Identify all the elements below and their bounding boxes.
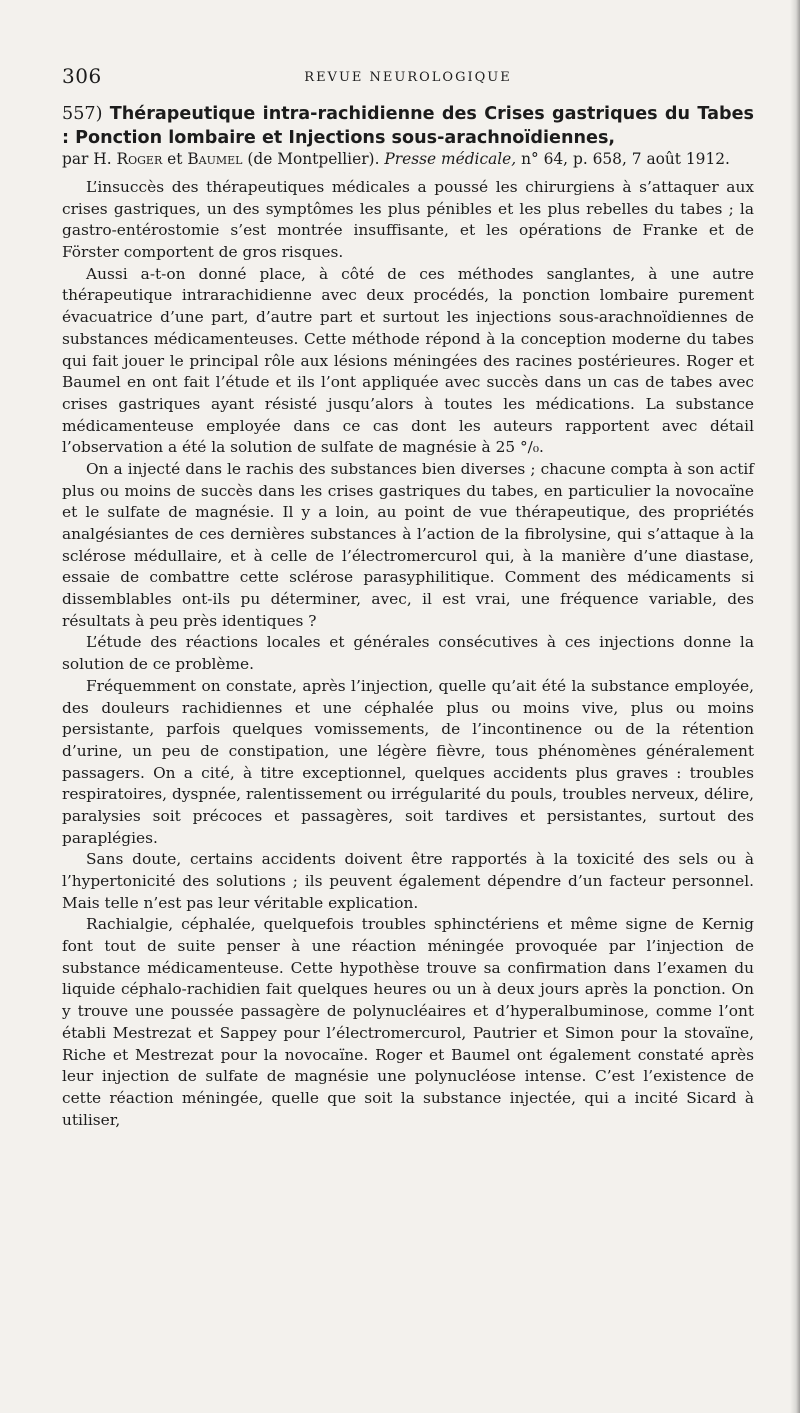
article-body	[62, 177, 754, 1131]
page-edge-shadow	[790, 0, 800, 1413]
paragraph: L’insuccès des thérapeutiques médicales a poussé les chirurgiens à s’attaquer aux crises gastriques, un des symptômes les plus pénibles et les plus rebelles du tabes ; la gastro-entérostomie s’est montrée insuffisante, et les opérations de Franke et de Förster comportent de gros risques.	[62, 178, 754, 262]
running-head	[62, 64, 754, 88]
page-number: 306	[62, 64, 102, 88]
author1-name: Roger	[116, 150, 163, 168]
paragraph: Rachialgie, céphalée, quelquefois troubles sphinctériens et même signe de Kernig font tout de suite penser à une réaction méningée provoquée par l’injection de substance médicamenteuse. Cette hypothèse trouve sa confirmation dans l’examen du liquide céphalo-rachidien fait quelques heures ou un à deux jours après la ponction. On y trouve une poussée passagère de polynucléaires et d’hyperalbuminose, comme l’ont établi Mestrezat et Sappey pour l’électromercurol, Pautrier et Simon pour la stovaïne, Riche et Mestrezat pour la novocaïne. Roger et Baumel ont également constaté après leur injection de sulfate de magnésie une polynucléose intense. C’est l’existence de cette réaction méningée, quelle que soit la substance injectée, qui a incité Sicard à utiliser,	[62, 915, 754, 1129]
journal-title: REVUE NEUROLOGIQUE	[304, 70, 512, 85]
paragraph: Sans doute, certains accidents doivent être rapportés à la toxicité des sels ou à l’hypertonicité des solutions ; ils peuvent également dépendre d’un facteur personnel. Mais telle n’est pas leur véritable explication.	[62, 850, 754, 912]
paragraph: Aussi a-t-on donné place, à côté de ces méthodes sanglantes, à une autre thérapeutique intrarachidienne avec deux procédés, la ponction lombaire purement évacuatrice d’une part, d’autre part et surtout les injections sous-arachnoïdiennes de substances médicamenteuses. Cette méthode répond à la conception moderne du tabes qui fait jouer le principal rôle aux lésions méningées des racines postérieures. Roger et Baumel en ont fait l’étude et ils l’ont appliquée avec succès dans un cas de tabes avec crises gastriques ayant résisté jusqu’alors à toutes les médications. La substance médicamenteuse employée dans ce cas dont les auteurs rapportent avec détail l’observation a été la solution de sulfate de magnésie à 25 °/₀.	[62, 264, 754, 457]
article	[62, 102, 754, 1131]
byline-prefix: par	[62, 150, 89, 168]
paragraph: On a injecté dans le rachis des substances bien diverses ; chacune compta à son actif plus ou moins de succès dans les crises gastriques du tabes, en particulier la novocaïne et le sulfate de magnésie. Il y a loin, au point de vue thérapeutique, des propriétés analgésiantes de ces dernières substances à l’action de la fibrolysine, qui s’attaque à la sclérose médullaire, et à celle de l’électromercurol qui, à la manière d’une diastase, essaie de combattre cette sclérose parasyphilitique. Comment des médicaments si dissemblables ont-ils pu déterminer, avec, il est vrai, une fréquence variable, des résultats à peu près identiques ?	[62, 459, 754, 630]
author1-initial: H.	[93, 150, 112, 168]
byline-and: et	[167, 150, 183, 168]
article-title	[62, 102, 754, 150]
article-number: 557)	[62, 104, 103, 124]
author2-name: Baumel	[187, 150, 243, 168]
article-title-text: Thérapeutique intra-rachidienne des Crises gastriques du Tabes : Ponction lombaire et Injections sous-arachnoïdiennes,	[62, 104, 754, 148]
byline	[62, 150, 754, 169]
paragraph: L’étude des réactions locales et générales consécutives à ces injections donne la solution de ce problème.	[62, 633, 754, 674]
affiliation: (de Montpellier).	[247, 150, 380, 168]
source-journal: Presse médicale,	[384, 150, 517, 168]
paragraph: Fréquemment on constate, après l’injection, quelle qu’ait été la substance employée, des douleurs rachidiennes et une céphalée plus ou moins vive, plus ou moins persistante, parfois quelques vomissements, de l’incontinence ou de la rétention d’urine, un peu de constipation, une légère fièvre, tous phénomènes généralement passagers. On a cité, à titre exceptionnel, quelques accidents plus graves : troubles respiratoires, dyspnée, ralentissement ou irrégularité du pouls, troubles nerveux, délire, paralysies soit précoces et passagères, soit tardives et persistantes, surtout des paraplégies.	[62, 676, 754, 847]
citation: n° 64, p. 658, 7 août 1912.	[521, 150, 730, 168]
